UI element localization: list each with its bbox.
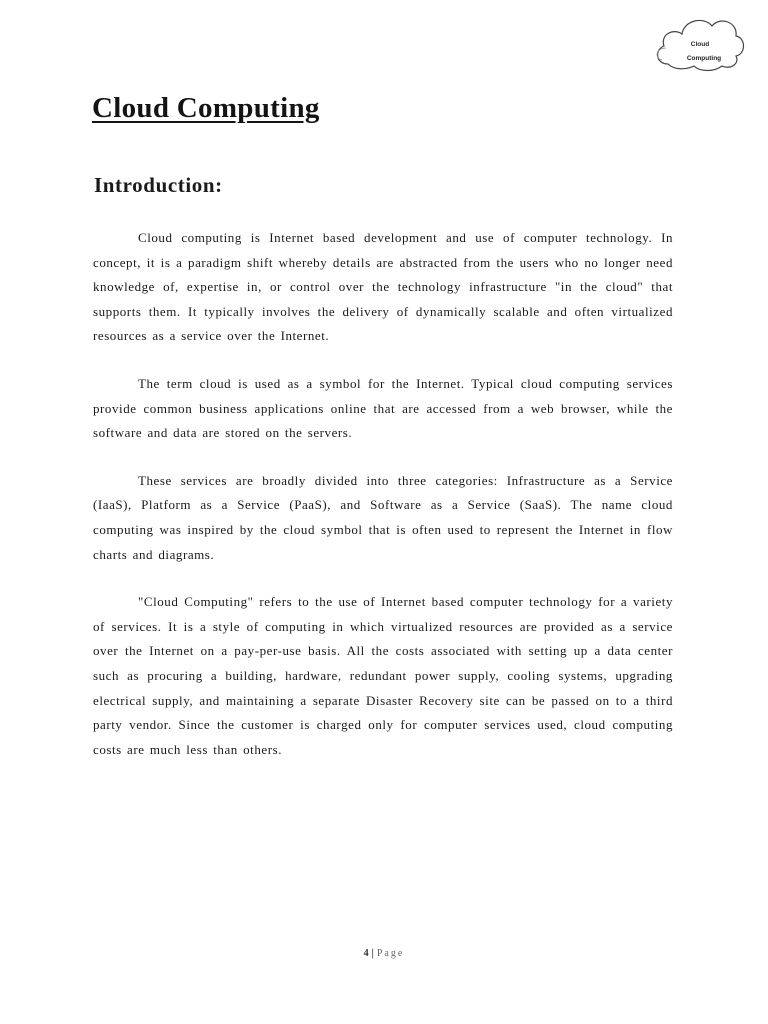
logo-text-line1: Cloud <box>690 41 710 48</box>
paragraph-costs: "Cloud Computing" refers to the use of Internet based computer technology for a variety of services. It is a style of computing in which virtualized resources are provided as a service over the Internet on a pay-per-use basis. All the costs associated with setting up a data center such as procuring a building, hardware, redundant power supply, cooling systems, upgrading electrical supply, and maintaining a separate Disaster Recovery site can be passed on to a third party vendor. Since the customer is charged only for computer services used, cloud computing costs are much less than others. <box>93 594 673 757</box>
section-heading: Introduction: <box>94 173 223 197</box>
page-footer <box>0 948 768 959</box>
logo-text-line2: Computing <box>686 55 722 62</box>
paragraph-categories: These services are broadly divided into three categories: Infrastructure as a Service (IaaS), Platform as a Service (PaaS), and Software as a Service (SaaS). The name cloud computing was inspired by the cloud symbol that is often used to represent the Internet in flow charts and diagrams. <box>93 472 673 562</box>
page-label: Page <box>376 948 405 959</box>
footer-separator: | <box>371 948 374 959</box>
page-title: Cloud Computing <box>92 92 320 124</box>
paragraph-symbol: The term cloud is used as a symbol for the Internet. Typical cloud computing services provide common business applications online that are accessed from a web browser, while the software and data are stored on the servers. <box>93 375 673 441</box>
paragraph-intro: Cloud computing is Internet based development and use of computer technology. In concept, it is a paradigm shift whereby details are abstracted from the users who no longer need knowledge of, expertise in, or control over the technology infrastructure "in the cloud" that supports them. It typically involves the delivery of dynamically scalable and often virtualized resources as a service over the Internet. <box>93 230 673 344</box>
body-text <box>93 226 673 785</box>
page-number: 4 <box>363 948 369 959</box>
cloud-computing-logo <box>654 8 746 74</box>
